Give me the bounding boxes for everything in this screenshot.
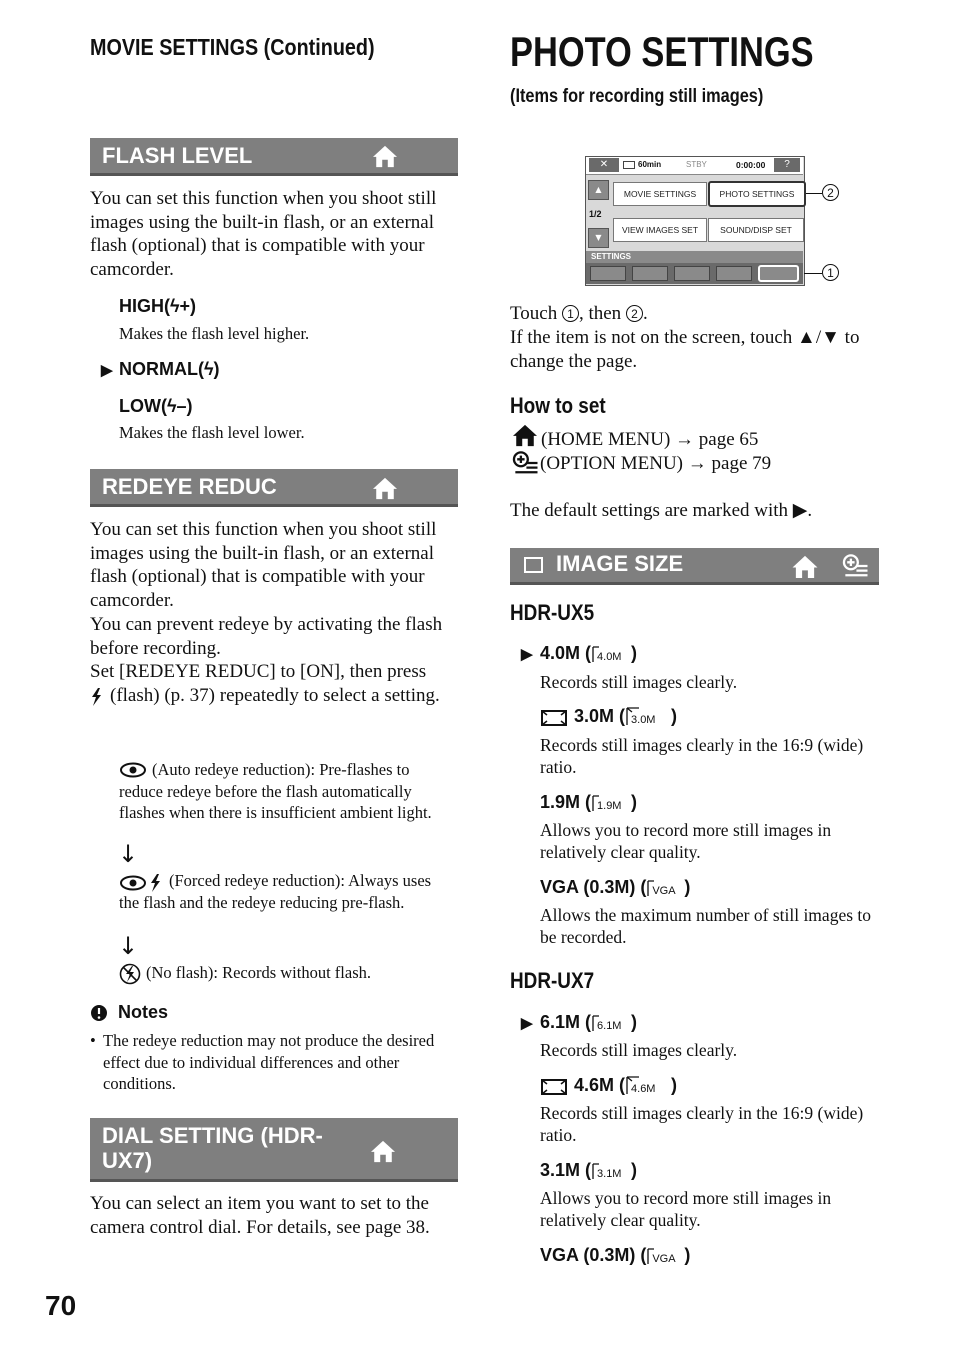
note-text: The redeye reduction may not produce the desired effect due to individual differences and other conditions. [103, 1031, 435, 1093]
icon-label: 1.9M [597, 800, 622, 812]
option-label: 4.0M ( [540, 643, 592, 663]
dial-setting-text: You can select an item you want to set to the camera control dial. For details, see page 38. [90, 1193, 430, 1238]
option-label: VGA (0.3M) ( [540, 1245, 647, 1265]
image-size-4-6m-wide-icon [625, 1075, 671, 1095]
lcd-tab-bar [586, 263, 803, 284]
ux7-option-4-6m [574, 1075, 677, 1096]
flash-icon [90, 688, 102, 706]
ux7-option-3-1m [540, 1160, 637, 1181]
touch-instruction [510, 302, 648, 326]
manage-media-tab-icon[interactable] [716, 266, 752, 281]
touch-c: . [642, 303, 648, 324]
default-settings-note: The default settings are marked with ▶. [510, 500, 813, 521]
default-marker: ▶ [521, 646, 533, 663]
option-label: 3.1M ( [540, 1160, 592, 1180]
page-number: 70 [45, 1290, 77, 1321]
callout-1: 1 [822, 264, 839, 281]
notes-title: Notes [118, 1002, 169, 1022]
dial-setting-title-line1: DIAL SETTING (HDR- [102, 1123, 323, 1148]
image-size-icon [524, 557, 543, 573]
ux5-option-vga [540, 877, 690, 898]
page-up-button[interactable]: ▲ [588, 180, 609, 200]
flash-option-low: LOW(ϟ–) [119, 396, 193, 416]
flash-option-high-desc: Makes the flash level higher. [119, 324, 310, 343]
icon-label: 6.1M [597, 1020, 622, 1032]
flash-option-low-desc: Makes the flash level lower. [119, 423, 305, 442]
ux5-option-3m [574, 706, 677, 727]
option-close: ) [684, 877, 691, 897]
callout-line [806, 193, 822, 194]
ux7-option-vga [540, 1245, 690, 1266]
option-menu-ref: (OPTION MENU) → page 79 [540, 453, 772, 474]
redeye-noflash: (No flash): Records without flash. [146, 963, 371, 982]
image-size-title: IMAGE SIZE [556, 551, 684, 576]
image-size-4m-icon [591, 643, 631, 663]
notes-icon [90, 1004, 108, 1022]
section-header: MOVIE SETTINGS (Continued) [90, 34, 375, 60]
image-size-1-9m-icon [591, 792, 631, 812]
touch-line-2: If the item is not on the screen, touch ▲/▼ to change the page. [510, 327, 860, 372]
time-counter: 0:00:00 [736, 160, 766, 170]
how-to-set-heading: How to set [510, 393, 606, 418]
standby-status: STBY [686, 160, 707, 169]
option-close: ) [631, 1160, 638, 1180]
playback-tab-icon[interactable] [632, 266, 668, 281]
redeye-paragraph-3a: Set [REDEYE REDUC] to [ON], then press [90, 661, 427, 682]
flash-level-bar [90, 138, 458, 176]
flash-level-title: FLASH LEVEL [102, 143, 253, 168]
home-icon [791, 554, 819, 579]
image-size-vga-icon [646, 1245, 684, 1265]
no-flash-icon [119, 963, 141, 985]
dial-setting-title-line2: UX7) [102, 1148, 153, 1173]
movie-settings-button[interactable]: MOVIE SETTINGS [613, 182, 707, 206]
home-menu-ref: (HOME MENU) → page 65 [541, 429, 759, 450]
page-subtitle: (Items for recording still images) [510, 86, 764, 107]
icon-label: 3.1M [597, 1168, 622, 1180]
option-label: 4.6M ( [574, 1075, 626, 1095]
callout-1-inline: 1 [562, 305, 579, 322]
sound-disp-set-button[interactable]: SOUND/DISP SET [708, 218, 804, 242]
page-indicator: 1/2 [589, 209, 602, 219]
home-menu-icon [512, 423, 538, 447]
option-label: 6.1M ( [540, 1012, 592, 1032]
redeye-paragraph-1: You can set this function when you shoot still images using the built-in flash, or an external flash (optional) that is compatible with your camcorder. [90, 519, 437, 611]
hdr-ux5-heading: HDR-UX5 [510, 600, 595, 625]
redeye-auto: (Auto redeye reduction): Pre-flashes to reduce redeye before the flash automatically flashes when there is insufficient ambient light. [119, 760, 432, 822]
icon-label: VGA [652, 885, 676, 897]
callout-2-inline: 2 [626, 305, 643, 322]
default-marker: ▶ [101, 362, 113, 379]
wide-ratio-icon [540, 1078, 568, 1096]
down-arrow: ↓ [118, 932, 139, 960]
battery-icon [623, 161, 635, 169]
page-title: PHOTO SETTINGS [510, 28, 814, 75]
lcd-status-bar [586, 157, 803, 175]
icon-label: 4.6M [631, 1083, 656, 1095]
ux5-option-1-9m [540, 792, 637, 813]
settings-label: SETTINGS [586, 251, 803, 263]
home-icon [370, 1139, 396, 1163]
page-down-button[interactable]: ▼ [588, 228, 609, 248]
lcd-screen-illustration [585, 156, 805, 286]
icon-label: VGA [652, 1253, 676, 1265]
callout-line [804, 273, 822, 274]
battery-remaining: 60min [638, 160, 662, 169]
home-icon [372, 144, 398, 168]
flash-option-high: HIGH(ϟ+) [119, 296, 197, 316]
option-close: ) [684, 1245, 691, 1265]
hdr-ux7-heading: HDR-UX7 [510, 968, 595, 993]
note-bullet: • [90, 1031, 96, 1050]
image-size-6-1m-icon [591, 1012, 631, 1032]
ux7-option-6-1m-desc: Records still images clearly. [540, 1040, 738, 1060]
wide-ratio-icon [540, 709, 568, 727]
image-size-3m-wide-icon [625, 706, 671, 726]
help-icon[interactable]: ? [774, 158, 800, 172]
ux5-option-3m-desc: Records still images clearly in the 16:9 (wide) ratio. [540, 735, 864, 777]
image-size-vga-icon [646, 877, 684, 897]
flash-option-normal: NORMAL(ϟ) [119, 359, 220, 379]
down-arrow: ↓ [118, 840, 139, 868]
option-label: 3.0M ( [574, 706, 626, 726]
default-marker: ▶ [521, 1015, 533, 1032]
ux7-option-6-1m [540, 1012, 637, 1033]
redeye-reduc-bar [90, 469, 458, 507]
option-label: VGA (0.3M) ( [540, 877, 647, 897]
ux5-option-4m [540, 643, 637, 664]
ux7-option-3-1m-desc: Allows you to record more still images in relatively clear quality. [540, 1188, 832, 1230]
ux5-option-vga-desc: Allows the maximum number of still images to be recorded. [540, 905, 872, 947]
photo-settings-button[interactable]: PHOTO SETTINGS [708, 181, 806, 207]
option-menu-icon [512, 451, 539, 475]
icon-label: 4.0M [597, 651, 622, 663]
ux7-option-4-6m-desc: Records still images clearly in the 16:9 (wide) ratio. [540, 1103, 864, 1145]
view-images-set-button[interactable]: VIEW IMAGES SET [613, 218, 707, 242]
touch-a: Touch [510, 303, 558, 324]
ux5-option-4m-desc: Records still images clearly. [540, 672, 738, 692]
image-size-bar [510, 548, 879, 585]
others-tab-icon[interactable] [674, 266, 710, 281]
option-close: ) [631, 792, 638, 812]
redeye-paragraph-2: You can prevent redeye by activating the flash before recording. [90, 614, 443, 659]
flash-intro: You can set this function when you shoot still images using the built-in flash, or an external flash (optional) that is compatible with your camcorder. [90, 188, 437, 280]
option-close: ) [631, 1012, 638, 1032]
option-close: ) [671, 706, 678, 726]
option-close: ) [671, 1075, 678, 1095]
icon-label: 3.0M [631, 714, 656, 726]
option-label: 1.9M ( [540, 792, 592, 812]
touch-b: , then [578, 303, 622, 324]
ux5-option-1-9m-desc: Allows you to record more still images in relatively clear quality. [540, 820, 832, 862]
home-icon [372, 476, 398, 500]
option-close: ) [631, 643, 638, 663]
callout-2: 2 [822, 184, 839, 201]
redeye-forced: (Forced redeye reduction): Always uses the flash and the redeye reducing pre-flash. [119, 871, 432, 912]
redeye-reduc-title: REDEYE REDUC [102, 474, 277, 499]
close-icon[interactable]: ✕ [589, 158, 619, 172]
dial-setting-bar [90, 1118, 458, 1182]
option-icon [842, 554, 869, 578]
movie-tab-icon[interactable] [590, 266, 626, 281]
image-size-3-1m-icon [591, 1160, 631, 1180]
settings-tab-icon[interactable] [758, 265, 799, 282]
redeye-paragraph-3b: (flash) (p. 37) repeatedly to select a setting. [110, 685, 440, 706]
